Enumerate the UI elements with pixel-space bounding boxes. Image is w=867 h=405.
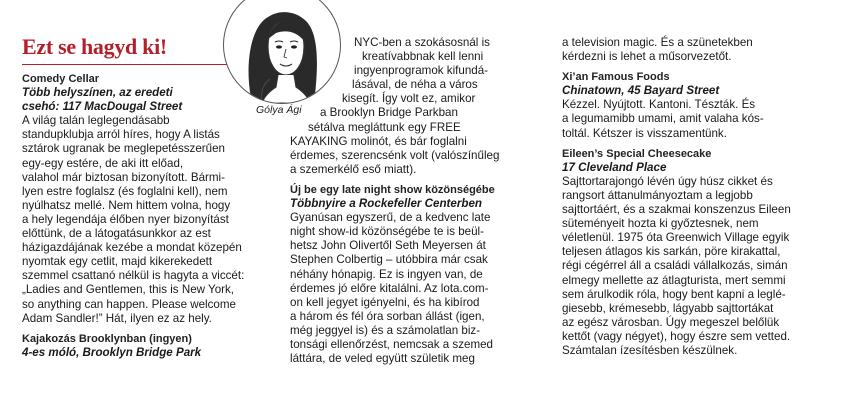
body-line: ingyenprogramok kifundá-	[354, 64, 489, 78]
body-line: a hely legendája élőben nyer bizonyítást	[22, 212, 229, 226]
body-line: „Ladies and Gentlemen, this is New York,	[22, 283, 235, 297]
body-line: a television magic. És a szünetekben	[562, 36, 753, 49]
body-line: régi cégérrel áll a családi vállalkozás, simán	[562, 259, 788, 273]
venue-address-line: Chinatown, 45 Bayard Street	[562, 84, 720, 98]
body-line: standupklubja arról híres, hogy A listás	[22, 128, 220, 142]
body-line: a Brooklyn Bridge Parkban	[320, 106, 458, 120]
venue-address-line: 17 Cleveland Place	[562, 160, 667, 174]
column-2	[290, 36, 540, 366]
venue-heading-eileens: Eileen’s Special Cheesecake	[562, 147, 712, 160]
body-line: sem árulkodik róla, hogy bent kapni a leglé-	[562, 287, 786, 301]
body-line: néhány hónapig. Ez is ingyen van, de	[290, 267, 483, 281]
column-3	[562, 36, 822, 358]
body-line: sétálva megláttunk egy FREE	[308, 120, 461, 134]
body-line: kreatívabbnak kell lenni	[362, 50, 484, 64]
title-underline	[22, 64, 250, 65]
body-line: sajttortáért, és a szakmai konszenzus Eileen	[562, 203, 791, 217]
body-line: előttünk, de a látogatásunkkor az est	[22, 227, 211, 241]
section-title: Ezt se hagyd ki!	[22, 34, 167, 59]
body-line: KAYAKING molinót, és bár foglalni	[290, 134, 467, 148]
body-line: a szemerkélő eső miatt).	[290, 162, 417, 176]
body-line: a három és fél óra sorban állást (igen,	[290, 309, 485, 323]
body-line: Kézzel. Nyújtott. Kantoni. Tészták. És	[562, 98, 756, 112]
body-line: érdemes jó előre kitalálni. Az lota.com-	[290, 281, 489, 295]
body-line: véletlenül. 1975 óta Greenwich Village egyik	[562, 231, 790, 245]
body-line: még jeggyel is) és a számolatlan biz-	[290, 323, 481, 337]
portrait-caption: Gólya Ági	[256, 104, 302, 116]
body-line: rangsort áttanulmányoztam a legjobb	[562, 188, 753, 202]
body-line: hetsz John Olivertől Seth Meyersen át	[290, 239, 486, 253]
body-line: giesebb, krémesebb, lágyabb sajttortákat	[562, 301, 774, 315]
venue-heading-comedy-cellar: Comedy Cellar	[22, 73, 100, 85]
venue-heading-xian: Xi’an Famous Foods	[562, 71, 670, 84]
body-line: lyen estre foglalsz (és foglalni kell), nem	[22, 184, 228, 198]
body-line: házigazdájának kezébe a mondat közepén	[22, 241, 242, 255]
venue-heading-kayak: Kajakozás Brooklynban (ingyen)	[22, 332, 192, 345]
body-line: on kell jegyet igényelni, és ha kibírod	[290, 295, 480, 309]
venue-address-line: Több helyszínen, az eredeti	[22, 86, 173, 100]
body-line: süteményeit hozta ki győztesnek, nem	[562, 217, 759, 231]
body-line: so anything can happen. Please welcome	[22, 297, 236, 311]
column-1	[22, 72, 254, 360]
body-line: teljesen átlagos kis sarkán, pöre kirakattal,	[562, 245, 781, 259]
body-line: Számtalan ízesítésben készülnek.	[562, 343, 738, 357]
body-line: a legumamibb umami, amit valaha kós-	[562, 112, 764, 126]
body-line: valahol már biztosan bizonyított. Bármi-	[22, 170, 225, 184]
body-line: Sajttortarajongó lévén úgy húsz cikket és	[562, 174, 773, 188]
body-line: lásával, de néha a város	[352, 78, 478, 92]
venue-address-line: Többnyire a Rockefeller Centerben	[290, 197, 482, 211]
venue-address-line: 4-es móló, Brooklyn Bridge Park	[22, 345, 202, 359]
body-line: sztárok ugranak be meglepetésszerűen	[22, 142, 226, 156]
venue-address-line: csehó: 117 MacDougal Street	[22, 100, 183, 114]
body-line: kisegít. Így volt ez, amikor	[342, 92, 476, 106]
body-line: NYC-ben a szokásosnál is	[354, 36, 490, 49]
body-line: nyúlhatsz mellé. Nem hittem volna, hogy	[22, 198, 231, 212]
body-line: nyomtak egy cetlit, majd kikerekedett	[22, 255, 213, 269]
body-line: Stephen Colbertig – utóbbira már csak	[290, 253, 488, 267]
body-line: Gyanúsan egyszerű, de a kedvenc late	[290, 211, 491, 225]
body-line: kettőt (vagy négyet), hogy észre sem vetted.	[562, 329, 791, 343]
body-line: szemmel csattanó nélkül is hagyta a viccét:	[22, 269, 245, 283]
body-line: tonsági ellenőrzést, nemcsak a szemed	[290, 337, 493, 351]
body-line: érdemes, szerencsénk volt (valószínűleg	[290, 148, 500, 162]
body-line: Adam Sandler!” Hát, ilyen ez az hely.	[22, 311, 212, 325]
body-line: egy-egy estére, de aki itt előad,	[22, 156, 184, 170]
body-line: A világ talán leglegendásabb	[22, 114, 170, 128]
body-line: az egész városban. Úgy megeszel belőlük	[562, 315, 780, 329]
body-line: night show-id közönségébe te is beül-	[290, 225, 484, 239]
body-line: kérdezni is lehet a műsorvezetőt.	[562, 50, 732, 64]
body-line: láttára, de veled együtt születik meg	[290, 352, 475, 366]
venue-heading-late-night-show: Új be egy late night show közönségébe	[290, 183, 495, 196]
body-line: toltál. Kétszer is visszamentünk.	[562, 126, 727, 140]
body-line: elmegy mellette az átlagturista, mert semmi	[562, 273, 786, 287]
